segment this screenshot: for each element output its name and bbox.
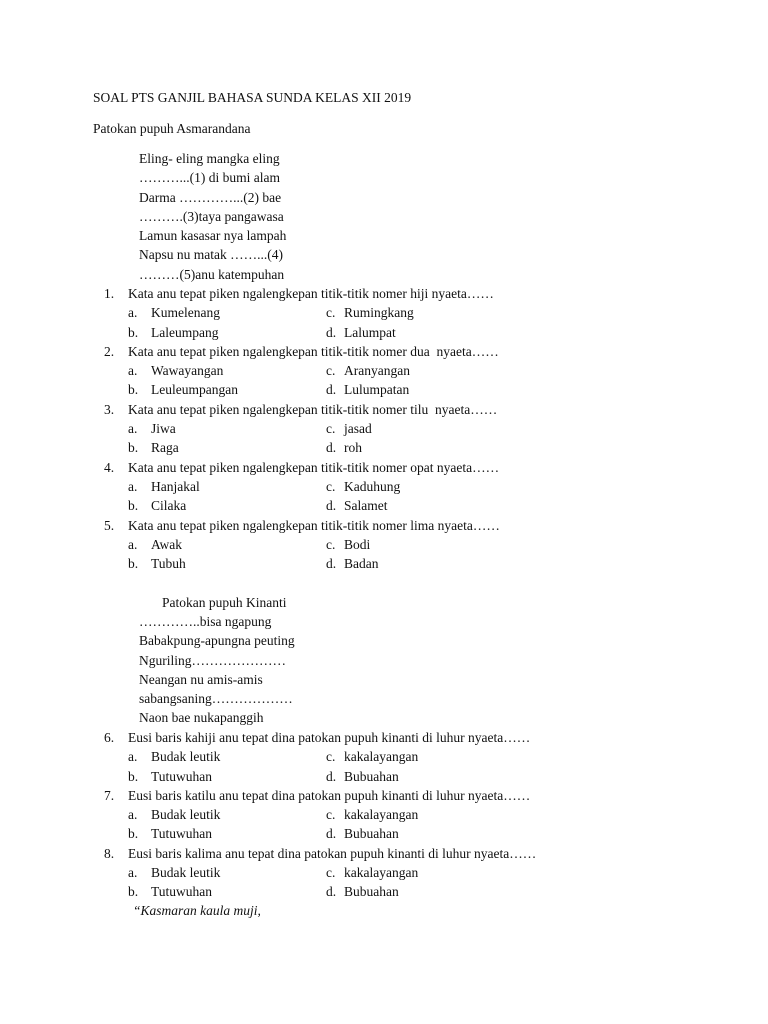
stanza-line: ……….(3)taya pangawasa — [139, 208, 284, 224]
question-text: Kata anu tepat piken ngalengkepan titik-titik nomer hiji nyaeta…… — [128, 286, 494, 301]
option-c: c. Bodi — [326, 536, 371, 552]
question-number: 3. — [104, 401, 115, 417]
option-d: d. Bubuahan — [326, 884, 399, 900]
question-text: Eusi baris kalima anu tepat dina patokan pupuh kinanti di luhur nyaeta…… — [128, 845, 537, 861]
options-row — [0, 438, 768, 457]
question-list-asmarandana — [0, 284, 768, 573]
stanza-line: ………...(1) di bumi alam — [139, 170, 280, 186]
options-row — [0, 824, 768, 843]
option-a: a. Budak leutik — [128, 807, 221, 823]
question-item — [0, 458, 768, 477]
question-item — [0, 728, 768, 747]
option-a: a. Budak leutik — [128, 865, 221, 881]
question-item — [0, 844, 768, 863]
option-d: d. roh — [326, 440, 362, 456]
option-d: d. Badan — [326, 556, 379, 572]
options-row — [0, 323, 768, 342]
question-number: 8. — [104, 845, 115, 861]
page-title: SOAL PTS GANJIL BAHASA SUNDA KELAS XII 2019 — [93, 90, 412, 105]
stanza-line: Eling- eling mangka eling — [139, 151, 280, 166]
option-c: c. Rumingkang — [326, 305, 414, 321]
stanza-line: Naon bae nukapanggih — [139, 710, 264, 726]
option-c: c. kakalayangan — [326, 807, 419, 823]
stanza-line: …………..bisa ngapung — [139, 614, 272, 629]
option-c: c. kakalayangan — [326, 749, 419, 765]
option-b: b. Tubuh — [128, 556, 186, 572]
question-number: 2. — [104, 343, 115, 359]
question-item — [0, 516, 768, 535]
question-text: Kata anu tepat piken ngalengkepan titik-titik nomer dua nyaeta…… — [128, 343, 499, 359]
question-text: Kata anu tepat piken ngalengkepan titik-titik nomer opat nyaeta…… — [128, 459, 500, 475]
stanza-line: Nguriling………………… — [139, 652, 286, 668]
question-text: Eusi baris kahiji anu tepat dina patokan pupuh kinanti di luhur nyaeta…… — [128, 730, 531, 745]
section-heading-asmarandana: Patokan pupuh Asmarandana — [93, 121, 251, 136]
option-b: b. Tutuwuhan — [128, 768, 213, 784]
options-row — [0, 477, 768, 496]
option-b: b. Tutuwuhan — [128, 826, 213, 842]
stanza-line: Neangan nu amis-amis — [139, 671, 263, 687]
stanza-line: Lamun kasasar nya lampah — [139, 228, 287, 244]
option-a: a. Budak leutik — [128, 749, 221, 765]
option-c: c. Kaduhung — [326, 478, 401, 494]
option-b: b. Raga — [128, 440, 179, 456]
options-row — [0, 554, 768, 573]
options-row — [0, 747, 768, 766]
options-row — [0, 882, 768, 901]
option-b: b. Leuleumpangan — [128, 382, 238, 398]
stanza-line: ………(5)anu katempuhan — [139, 266, 285, 282]
stanza-line: Darma …………...(2) bae — [139, 189, 282, 205]
question-list-kinanti — [0, 728, 768, 902]
question-number: 5. — [104, 517, 115, 533]
question-number: 6. — [104, 730, 115, 745]
question-number: 7. — [104, 787, 115, 803]
stanza-line: Napsu nu matak ……...(4) — [139, 247, 283, 263]
question-item — [0, 342, 768, 361]
option-c: c. kakalayangan — [326, 865, 419, 881]
question-number: 4. — [104, 459, 115, 475]
options-row — [0, 419, 768, 438]
option-c: c. Aranyangan — [326, 363, 410, 379]
stanza-kinanti — [139, 612, 295, 728]
option-d: d. Lalumpat — [326, 324, 396, 340]
stanza-line: sabangsaning……………… — [139, 691, 293, 707]
option-d: d. Bubuahan — [326, 826, 399, 842]
question-text: Kata anu tepat piken ngalengkepan titik-titik nomer lima nyaeta…… — [128, 517, 500, 533]
option-a: a. Awak — [128, 536, 183, 552]
question-text: Kata anu tepat piken ngalengkepan titik-titik nomer tilu nyaeta…… — [128, 401, 498, 417]
option-a: a. Jiwa — [128, 421, 176, 437]
options-row — [0, 767, 768, 786]
options-row — [0, 535, 768, 554]
option-d: d. Bubuahan — [326, 768, 399, 784]
question-text: Eusi baris katilu anu tepat dina patokan pupuh kinanti di luhur nyaeta…… — [128, 787, 531, 803]
options-row — [0, 496, 768, 515]
option-c: c. jasad — [326, 421, 372, 437]
option-b: b. Cilaka — [128, 498, 187, 514]
question-number: 1. — [104, 286, 115, 301]
options-row — [0, 805, 768, 824]
question-item — [0, 786, 768, 805]
quote-line: “Kasmaran kaula muji, — [133, 903, 261, 918]
option-a: a. Hanjakal — [128, 478, 200, 494]
option-b: b. Tutuwuhan — [128, 884, 213, 900]
option-a: a. Wawayangan — [128, 363, 224, 379]
stanza-line: Babakpung-apungna peuting — [139, 633, 295, 649]
options-row — [0, 380, 768, 399]
question-item — [0, 400, 768, 419]
options-row — [0, 303, 768, 322]
options-row — [0, 863, 768, 882]
stanza-asmarandana — [139, 149, 286, 284]
question-item — [0, 284, 768, 303]
section-heading-kinanti: Patokan pupuh Kinanti — [162, 595, 287, 610]
option-d: d. Salamet — [326, 498, 388, 514]
option-b: b. Laleumpang — [128, 324, 219, 340]
options-row — [0, 361, 768, 380]
option-d: d. Lulumpatan — [326, 382, 410, 398]
option-a: a. Kumelenang — [128, 305, 220, 321]
